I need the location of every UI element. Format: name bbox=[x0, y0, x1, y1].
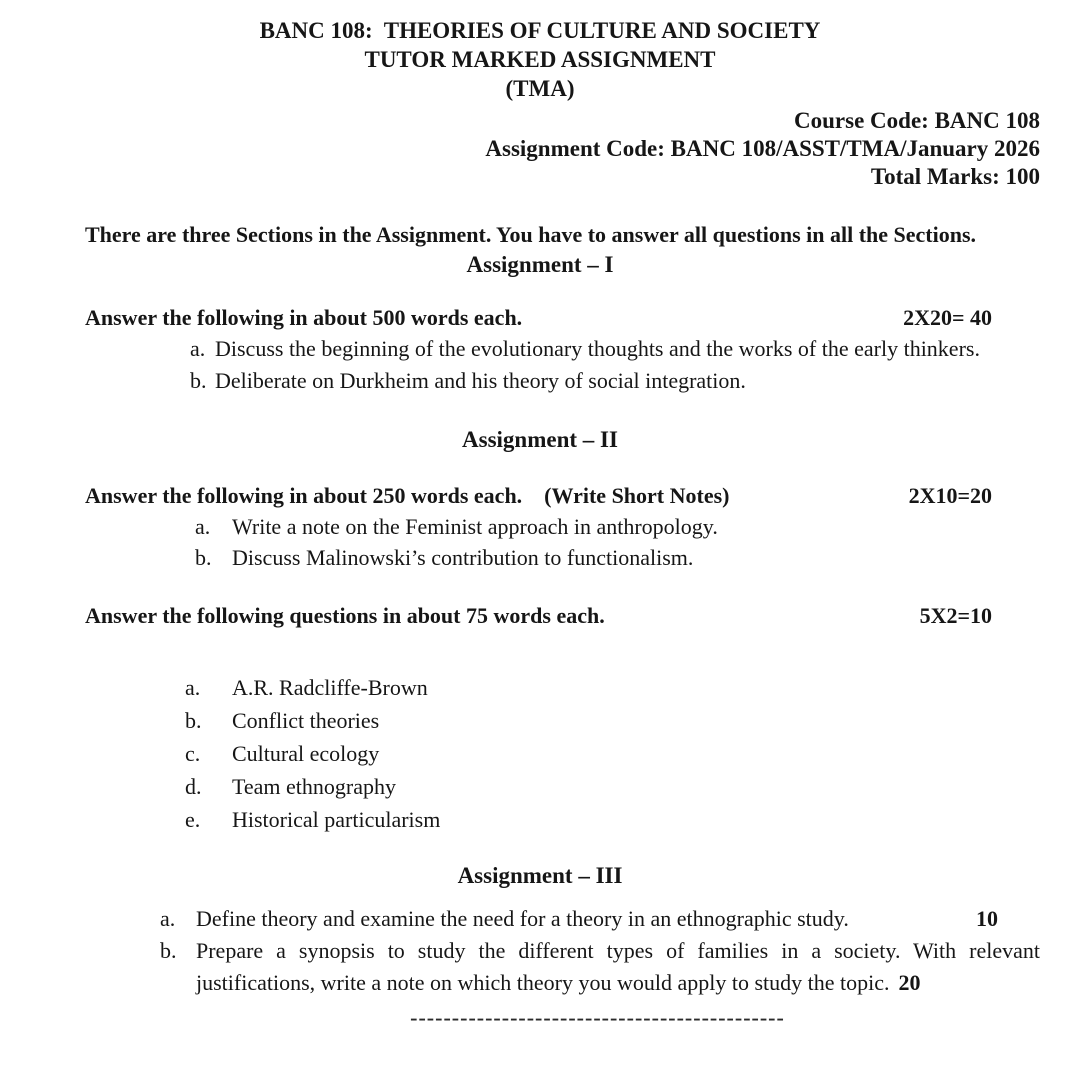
item-marker: b. bbox=[185, 708, 202, 733]
list-item bbox=[185, 704, 1040, 737]
short-notes-instruction: Answer the following questions in about 75 words each. bbox=[85, 603, 605, 628]
assignment-1-heading: Assignment – I bbox=[466, 252, 614, 277]
assignment-3-question-list bbox=[160, 903, 1040, 999]
short-notes-marks: 5X2=10 bbox=[919, 603, 992, 628]
list-item bbox=[185, 671, 1040, 704]
question-marker: a. bbox=[190, 336, 206, 361]
divider-dashes: --------------------------------------------- bbox=[410, 1005, 785, 1030]
item-marker: e. bbox=[185, 807, 201, 832]
question-item bbox=[190, 365, 1040, 397]
question-marker: b. bbox=[190, 368, 207, 393]
question-marks: 10 bbox=[976, 906, 998, 931]
assignment-2-marks: 2X10=20 bbox=[908, 483, 992, 508]
question-item bbox=[160, 935, 1040, 999]
question-marker: a. bbox=[160, 906, 176, 931]
question-text: Discuss Malinowski’s contribution to functionalism. bbox=[232, 545, 694, 570]
item-text: Conflict theories bbox=[232, 708, 380, 733]
assignment-3-heading: Assignment – III bbox=[457, 863, 623, 888]
assignment-2-instruction-row bbox=[85, 481, 1040, 511]
question-marker: b. bbox=[195, 545, 212, 570]
item-text: Historical particularism bbox=[232, 807, 441, 832]
item-marker: a. bbox=[185, 675, 201, 700]
short-notes-instruction-row bbox=[85, 601, 1040, 631]
question-item bbox=[195, 542, 1040, 573]
header-codes-block bbox=[85, 107, 1040, 191]
question-text: Prepare a synopsis to study the different types of families in a society. With relevant justifications, write a note on which theory you would apply to study the topic. bbox=[196, 938, 1040, 995]
question-marker: a. bbox=[195, 514, 211, 539]
question-marker: b. bbox=[160, 938, 177, 963]
total-marks: Total Marks: 100 bbox=[870, 164, 1040, 189]
question-text-wrap bbox=[196, 935, 1040, 999]
list-item bbox=[185, 803, 1040, 836]
short-notes-list bbox=[185, 671, 1040, 836]
assignment-1-instruction: Answer the following in about 500 words each. bbox=[85, 305, 523, 330]
item-text: Team ethnography bbox=[232, 774, 397, 799]
item-text: Cultural ecology bbox=[232, 741, 380, 766]
assignment-type-title: TUTOR MARKED ASSIGNMENT bbox=[364, 47, 716, 72]
question-text: Define theory and examine the need for a theory in an ethnographic study. bbox=[196, 906, 849, 931]
list-item bbox=[185, 737, 1040, 770]
question-item bbox=[190, 333, 1040, 365]
item-marker: d. bbox=[185, 774, 202, 799]
tma-abbreviation: (TMA) bbox=[505, 76, 575, 101]
assignment-2-question-list bbox=[195, 511, 1040, 573]
document-header bbox=[0, 16, 1080, 103]
assignment-1-question-list bbox=[190, 333, 1040, 397]
assignment-2-heading: Assignment – II bbox=[462, 427, 618, 452]
question-text: Write a note on the Feminist approach in anthropology. bbox=[232, 514, 718, 539]
course-title: BANC 108: THEORIES OF CULTURE AND SOCIETY bbox=[259, 18, 821, 43]
assignment-1-marks: 2X20= 40 bbox=[903, 305, 992, 330]
item-marker: c. bbox=[185, 741, 201, 766]
instructions-note: There are three Sections in the Assignment. You have to answer all questions in all the Sections. bbox=[85, 222, 977, 247]
assignment-2-instruction: Answer the following in about 250 words each. (Write Short Notes) bbox=[85, 483, 730, 508]
assignment-code: Assignment Code: BANC 108/ASST/TMA/January 2026 bbox=[485, 136, 1040, 161]
course-code: Course Code: BANC 108 bbox=[794, 108, 1040, 133]
question-text: Discuss the beginning of the evolutionary thoughts and the works of the early thinkers. bbox=[215, 336, 980, 361]
question-marks: 20 bbox=[898, 970, 921, 995]
item-text: A.R. Radcliffe-Brown bbox=[232, 675, 428, 700]
assignment-1-instruction-row bbox=[85, 303, 1040, 333]
list-item bbox=[185, 770, 1040, 803]
question-text: Deliberate on Durkheim and his theory of social integration. bbox=[215, 368, 746, 393]
question-item bbox=[195, 511, 1040, 542]
question-item bbox=[160, 903, 1040, 935]
